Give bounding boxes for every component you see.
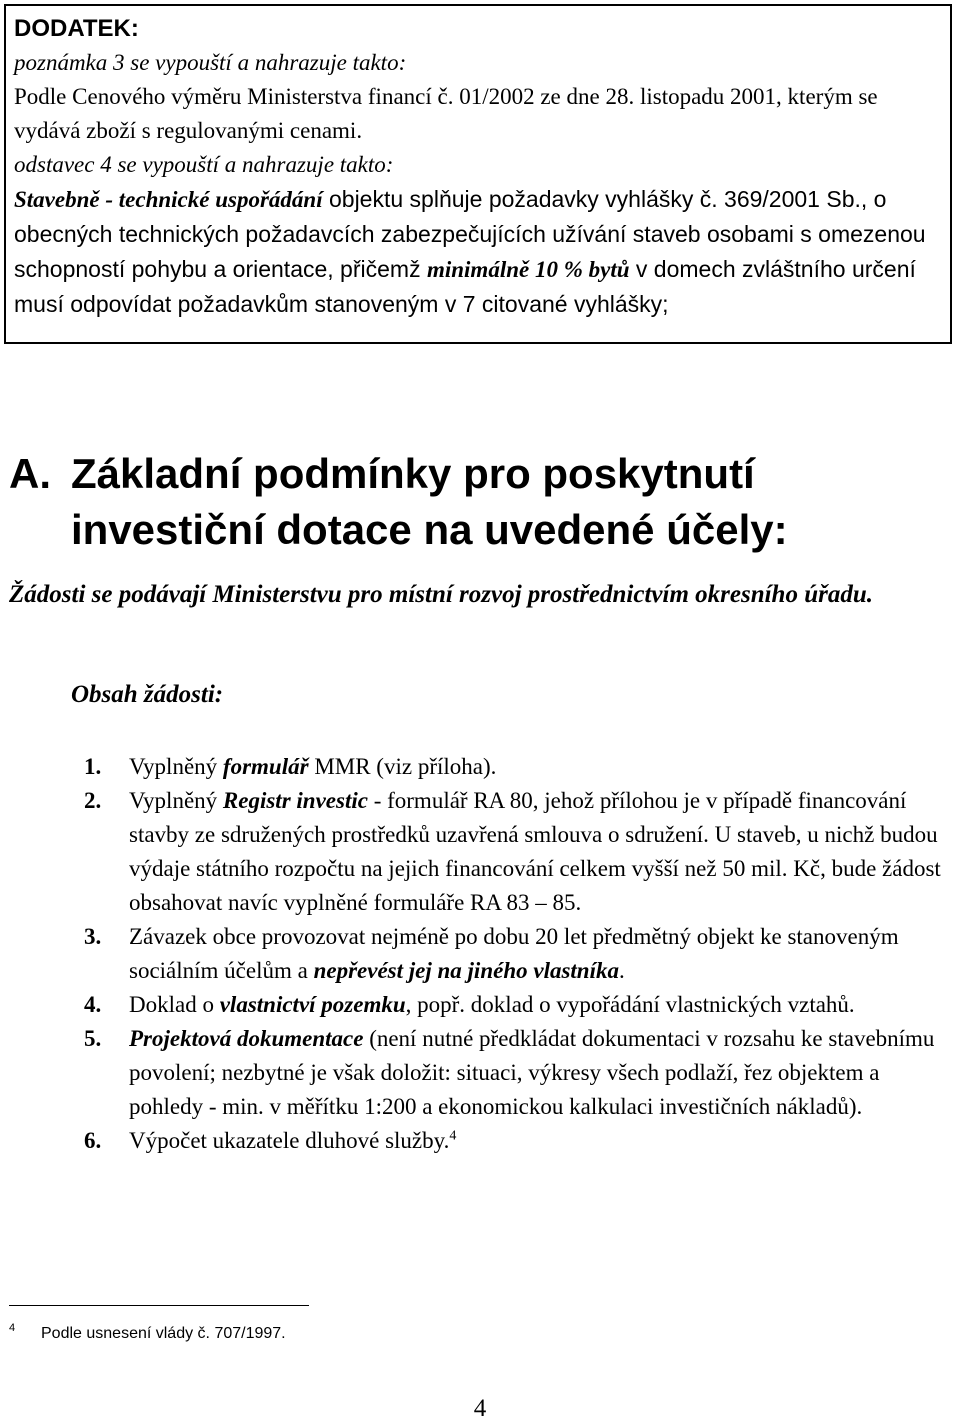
item-number: 1. (84, 754, 102, 779)
addendum-emphasis-2: minimálně 10 % bytů (426, 257, 630, 282)
item-number: 2. (84, 788, 102, 813)
addendum-text-1: objektu splňuje požadavky vyhlášky č. 369/2001 Sb., o obecných technických požadavcích zabezpečujících užívání staveb osobami s omezenou schopností pohybu a orientace, přičemž (14, 186, 926, 282)
list-item: 2. Vyplněný Registr investic - formulář RA 80, jehož přílohou je v případě financování stavby ze sdružených prostředků uzavřená smlouva o sdružení. U staveb, u nichž budou výdaje státního rozpočtu na jejich financování celkem vyšší než 50 mil. Kč, bude žádost obsahovat navíc vyplněné formuláře RA 83 – 85. (84, 784, 954, 920)
footnote-number: 4 (9, 1322, 16, 1334)
addendum-box (4, 4, 952, 344)
footnote-reference: 4 (449, 1128, 457, 1144)
footnote-separator (9, 1305, 309, 1306)
page-number: 4 (473, 1395, 487, 1422)
addendum-text-2: v domech zvláštního určení musí odpovídat požadavkům stanoveným v 7 citované vyhlášky; (14, 256, 916, 317)
addendum-price-line: Podle Cenového výměru Ministerstva financí č. 01/2002 ze dne 28. listopadu 2001, kterým se vydává zboží s regulovanými cenami. (14, 84, 878, 143)
section-letter: A. (9, 450, 51, 497)
item-number: 4. (84, 992, 102, 1017)
requirements-list (84, 750, 954, 1158)
lead-paragraph: Žádosti se podávají Ministerstvu pro místní rozvoj prostřednictvím okresního úřadu. (9, 581, 874, 608)
section-heading-text: Základní podmínky pro poskytnutí investiční dotace na uvedené účely: (71, 450, 788, 553)
addendum-emphasis-1: Stavebně - technické uspořádání (14, 187, 323, 212)
item-number: 3. (84, 924, 102, 949)
section-heading (9, 446, 949, 558)
item-number: 6. (84, 1128, 102, 1153)
list-item: 1. Vyplněný formulář MMR (viz příloha). (84, 750, 954, 784)
addendum-paragraph-line: odstavec 4 se vypouští a nahrazuje takto: (14, 152, 394, 177)
list-item: 5. Projektová dokumentace (není nutné předkládat dokumentaci v rozsahu ke stavebnímu povolení; nezbytné je však doložit: situaci, výkresy všech podlaží, řez objektem a pohledy - min. v měřítku 1:200 a ekonomickou kalkulaci investičních nákladů). (84, 1022, 954, 1124)
item-number: 5. (84, 1026, 102, 1051)
addendum-note-line: poznámka 3 se vypouští a nahrazuje takto: (14, 50, 407, 75)
list-item: 3. Závazek obce provozovat nejméně po dobu 20 let předmětný objekt ke stanoveným sociálním účelům a nepřevést jej na jiného vlastníka. (84, 920, 954, 988)
addendum-paragraph (14, 182, 940, 322)
footnote (9, 1322, 286, 1346)
content-label: Obsah žádosti: (71, 681, 224, 708)
addendum-title: DODATEK: (14, 15, 139, 42)
list-item: 4. Doklad o vlastnictví pozemku, popř. doklad o vypořádání vlastnických vztahů. (84, 988, 954, 1022)
footnote-text: Podle usnesení vlády č. 707/1997. (41, 1325, 286, 1342)
list-item: 6. Výpočet ukazatele dluhové služby.$^4$ (84, 1124, 954, 1158)
